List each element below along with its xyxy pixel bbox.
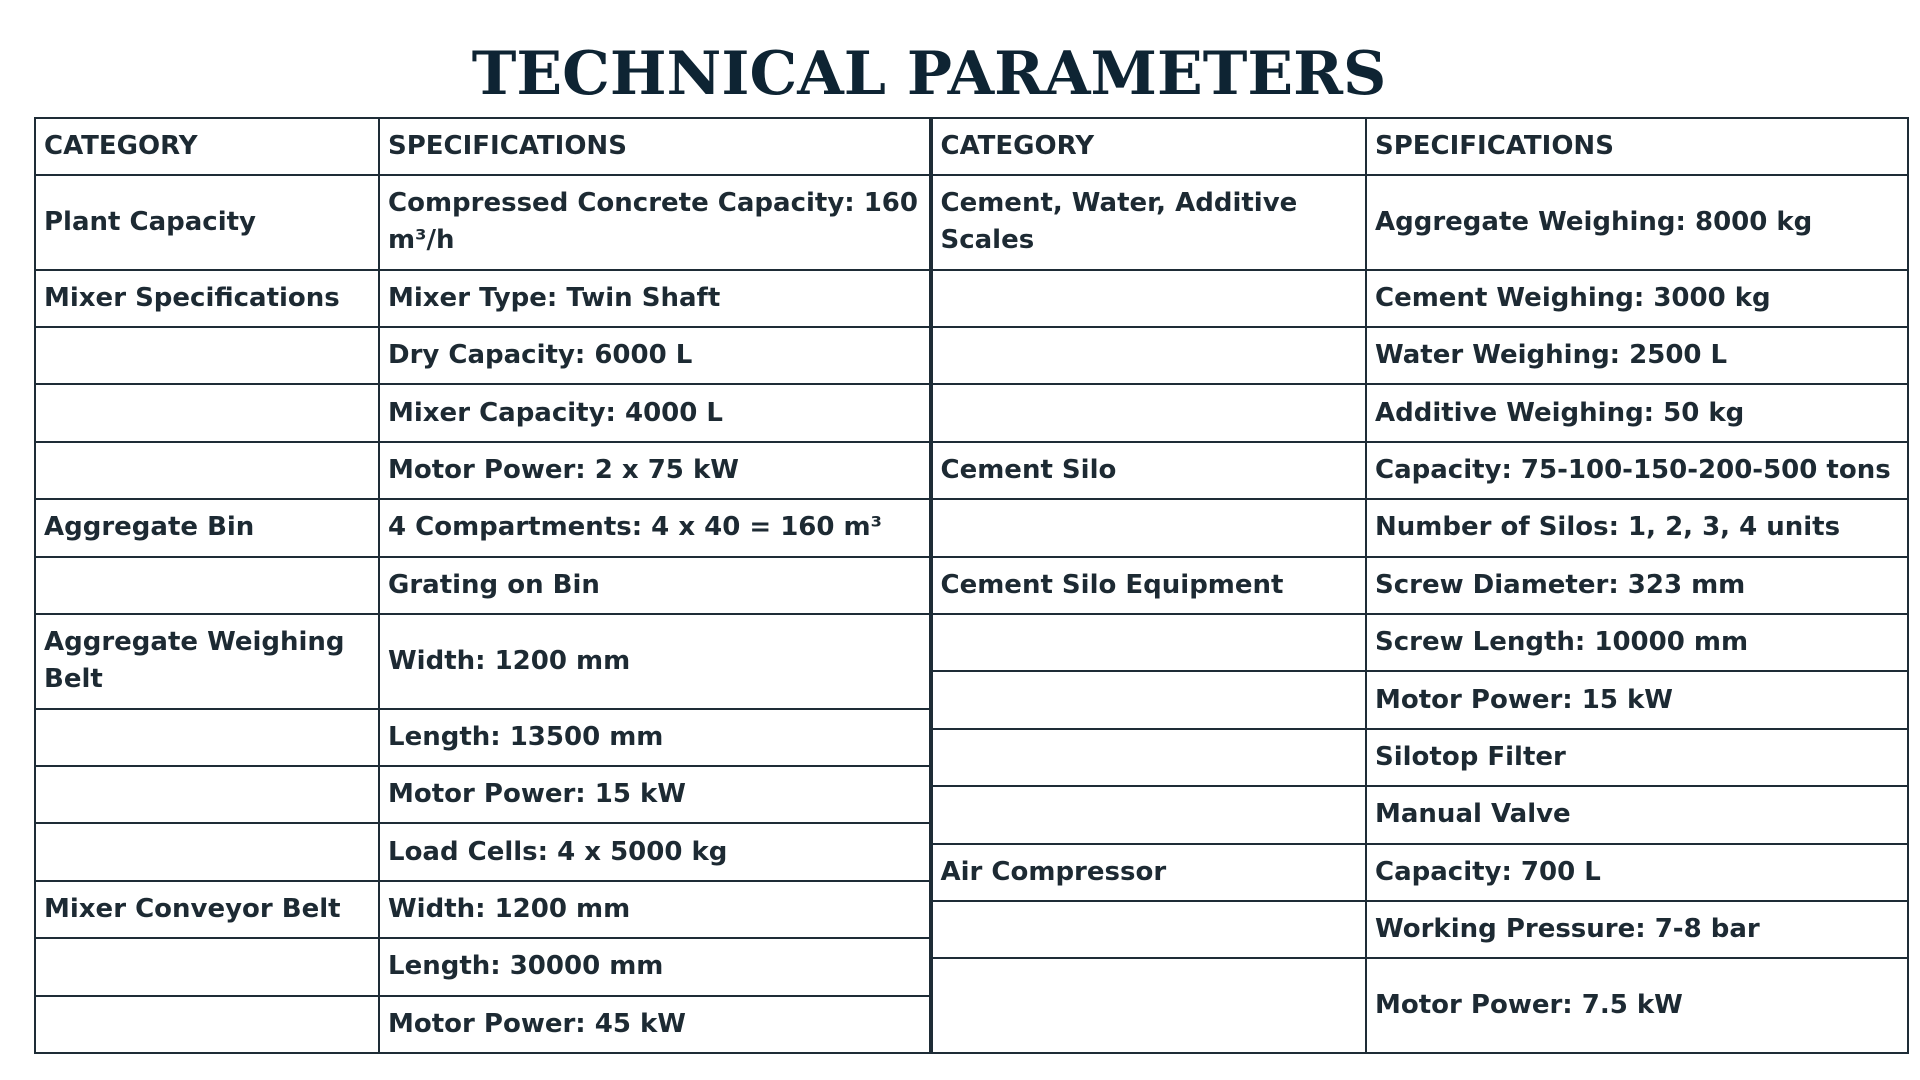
table-row <box>35 709 930 766</box>
table-row <box>35 938 930 995</box>
category-cell <box>35 384 379 441</box>
table-row <box>35 881 930 938</box>
category-cell <box>931 786 1366 843</box>
specification-cell: Width: 1200 mm <box>379 614 930 709</box>
category-cell <box>35 823 379 880</box>
specification-cell: Cement Weighing: 3000 kg <box>1366 270 1908 327</box>
category-cell: Aggregate Bin <box>35 499 379 556</box>
category-cell: Air Compressor <box>931 844 1366 901</box>
category-cell <box>35 327 379 384</box>
header-row <box>35 118 930 175</box>
category-cell: Mixer Specifications <box>35 270 379 327</box>
table-row <box>35 175 930 270</box>
table-row <box>931 844 1908 901</box>
table-row <box>35 996 930 1053</box>
category-cell <box>931 901 1366 958</box>
table-row <box>931 729 1908 786</box>
specification-cell: Length: 13500 mm <box>379 709 930 766</box>
specification-cell: Screw Length: 10000 mm <box>1366 614 1908 671</box>
specification-cell: Water Weighing: 2500 L <box>1366 327 1908 384</box>
table-row <box>35 614 930 709</box>
category-cell <box>931 327 1366 384</box>
specification-cell: Aggregate Weighing: 8000 kg <box>1366 175 1908 270</box>
table-row <box>35 327 930 384</box>
specification-cell: Motor Power: 15 kW <box>1366 671 1908 728</box>
category-cell <box>35 938 379 995</box>
specification-cell: Additive Weighing: 50 kg <box>1366 384 1908 441</box>
table-row <box>931 384 1908 441</box>
category-cell <box>931 270 1366 327</box>
category-cell <box>931 671 1366 728</box>
category-cell <box>35 442 379 499</box>
specification-cell: Capacity: 75-100-150-200-500 tons <box>1366 442 1908 499</box>
category-cell: Mixer Conveyor Belt <box>35 881 379 938</box>
right-parameters-table <box>930 117 1910 1054</box>
specification-cell: Screw Diameter: 323 mm <box>1366 557 1908 614</box>
category-cell: Cement, Water, Additive Scales <box>931 175 1366 270</box>
category-cell: Aggregate Weighing Belt <box>35 614 379 709</box>
specification-cell: Motor Power: 2 x 75 kW <box>379 442 930 499</box>
specification-cell: Mixer Type: Twin Shaft <box>379 270 930 327</box>
specification-cell: Working Pressure: 7-8 bar <box>1366 901 1908 958</box>
table-row <box>931 958 1908 1053</box>
table-row <box>931 442 1908 499</box>
specification-cell: Motor Power: 45 kW <box>379 996 930 1053</box>
specification-cell: Dry Capacity: 6000 L <box>379 327 930 384</box>
category-cell <box>35 996 379 1053</box>
category-cell <box>931 729 1366 786</box>
specification-cell: Length: 30000 mm <box>379 938 930 995</box>
specification-cell: Number of Silos: 1, 2, 3, 4 units <box>1366 499 1908 556</box>
category-cell <box>35 766 379 823</box>
category-cell <box>35 557 379 614</box>
left-parameters-table <box>34 117 932 1054</box>
specification-cell: Grating on Bin <box>379 557 930 614</box>
header-row <box>931 118 1908 175</box>
table-row <box>931 327 1908 384</box>
table-row <box>931 270 1908 327</box>
specification-cell: 4 Compartments: 4 x 40 = 160 m³ <box>379 499 930 556</box>
category-cell: Plant Capacity <box>35 175 379 270</box>
left-table-body <box>35 175 930 1053</box>
table-row <box>35 499 930 556</box>
specification-cell: Capacity: 700 L <box>1366 844 1908 901</box>
table-row <box>35 766 930 823</box>
category-header: CATEGORY <box>931 118 1366 175</box>
parameters-tables <box>34 117 1906 1054</box>
table-row <box>35 823 930 880</box>
page-title: TECHNICAL PARAMETERS <box>471 39 1387 109</box>
specification-cell: Manual Valve <box>1366 786 1908 843</box>
specification-cell: Motor Power: 15 kW <box>379 766 930 823</box>
category-cell: Cement Silo <box>931 442 1366 499</box>
right-table-body <box>931 175 1908 1053</box>
specifications-header: SPECIFICATIONS <box>379 118 930 175</box>
table-row <box>931 499 1908 556</box>
category-cell <box>931 499 1366 556</box>
specification-cell: Load Cells: 4 x 5000 kg <box>379 823 930 880</box>
table-row <box>35 557 930 614</box>
table-row <box>35 270 930 327</box>
specification-cell: Compressed Concrete Capacity: 160 m³/h <box>379 175 930 270</box>
specification-cell: Silotop Filter <box>1366 729 1908 786</box>
category-cell <box>931 384 1366 441</box>
table-row <box>35 384 930 441</box>
category-cell <box>35 709 379 766</box>
category-cell <box>931 958 1366 1053</box>
specification-cell: Width: 1200 mm <box>379 881 930 938</box>
table-row <box>931 786 1908 843</box>
table-row <box>931 557 1908 614</box>
specification-cell: Motor Power: 7.5 kW <box>1366 958 1908 1053</box>
category-cell: Cement Silo Equipment <box>931 557 1366 614</box>
table-row <box>931 175 1908 270</box>
table-row <box>931 671 1908 728</box>
table-row <box>35 442 930 499</box>
category-header: CATEGORY <box>35 118 379 175</box>
specification-cell: Mixer Capacity: 4000 L <box>379 384 930 441</box>
category-cell <box>931 614 1366 671</box>
table-row <box>931 614 1908 671</box>
specifications-header: SPECIFICATIONS <box>1366 118 1908 175</box>
table-row <box>931 901 1908 958</box>
